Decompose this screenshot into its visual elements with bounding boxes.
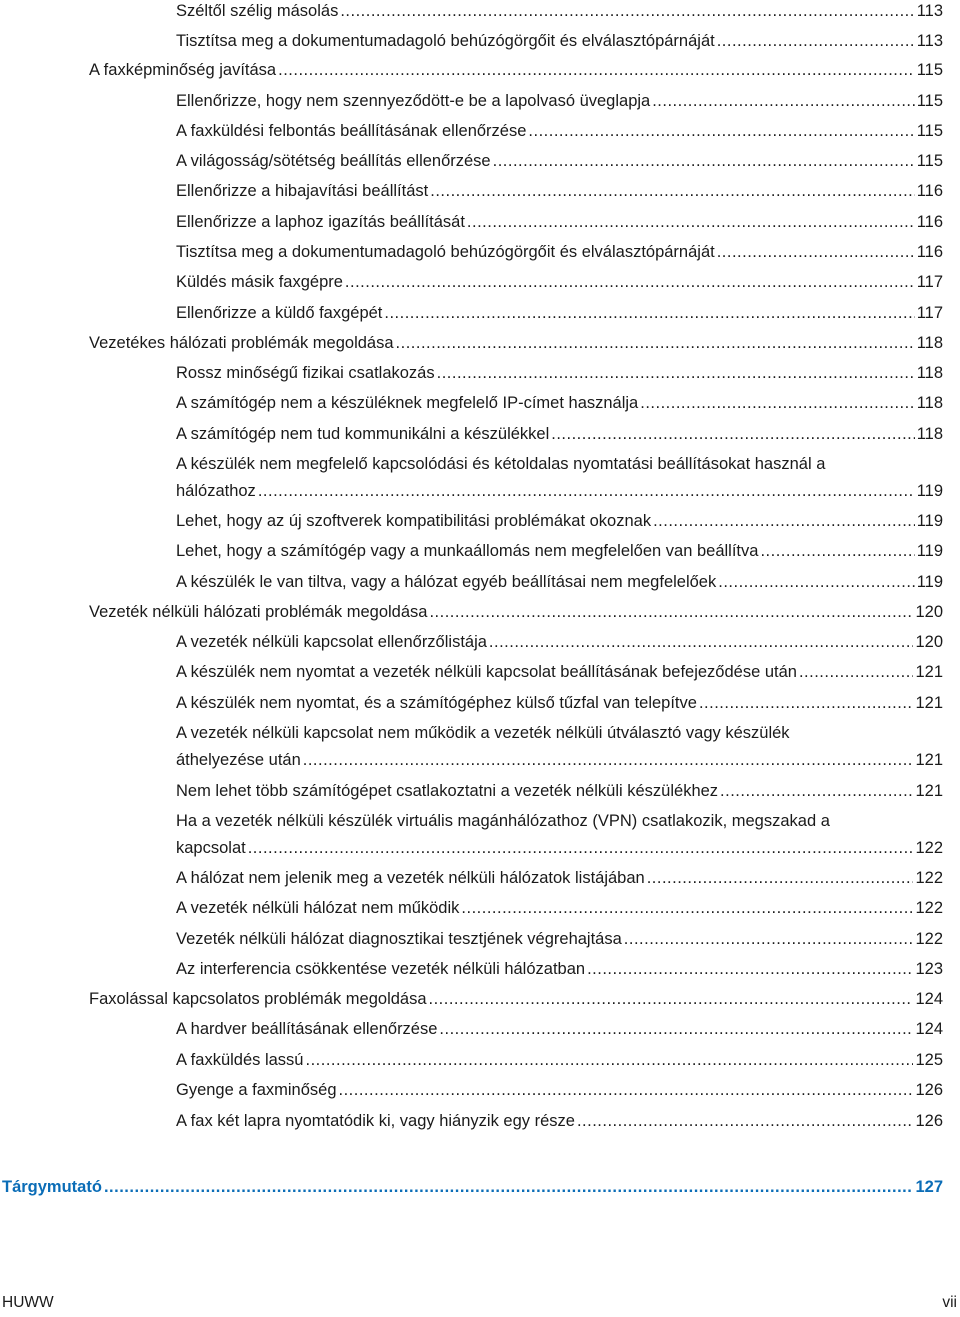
toc-entry[interactable]: [176, 300, 943, 327]
toc-entry[interactable]: [176, 569, 943, 596]
toc-entry-title-continued: kapcsolat: [176, 839, 246, 857]
toc-entry[interactable]: [176, 239, 943, 266]
toc-entry[interactable]: [176, 269, 943, 296]
toc-entry[interactable]: [89, 599, 943, 626]
toc-entry-page: 127: [915, 1178, 943, 1196]
toc-entry-page: 121: [915, 694, 943, 712]
dot-leader: [345, 269, 915, 296]
toc-entry[interactable]: [176, 0, 943, 25]
toc-entry-page: 119: [916, 482, 943, 500]
toc-entry-line: [176, 1108, 943, 1135]
dot-leader: [306, 1047, 914, 1074]
toc-entry[interactable]: [176, 1047, 943, 1074]
toc-entry-page: 122: [915, 839, 943, 857]
toc-entry-title: Ellenőrizze a laphoz igazítás beállítását: [176, 213, 465, 231]
dot-leader: [248, 835, 914, 862]
toc-entry-title-continued: áthelyezése után: [176, 751, 301, 769]
toc-entry-line: [176, 629, 943, 656]
footer-page-number: vii: [942, 1294, 957, 1311]
dot-leader: [429, 599, 913, 626]
toc-entry-line: [176, 538, 943, 565]
toc-entry-page: 116: [916, 182, 943, 200]
toc-entry-title: A faxküldési felbontás beállításának ellenőrzése: [176, 122, 527, 140]
toc-entry[interactable]: [176, 1077, 943, 1104]
toc-entry-page: 125: [915, 1051, 943, 1069]
toc-entry-line: [176, 88, 943, 115]
toc-entry-title: Küldés másik faxgépre: [176, 273, 343, 291]
toc-entry[interactable]: [176, 118, 943, 145]
toc-entry-title: Vezetékes hálózati problémák megoldása: [89, 334, 394, 352]
toc-entry-title: A készülék nem nyomtat a vezeték nélküli kapcsolat beállításának befejeződése után: [176, 663, 797, 681]
footer-label: HUWW: [2, 1294, 54, 1311]
dot-leader: [640, 390, 914, 417]
toc-entry-title: Tisztítsa meg a dokumentumadagoló behúzógörgőit és elválasztópárnáját: [176, 32, 715, 50]
toc-entry[interactable]: [176, 28, 943, 55]
toc-entry[interactable]: [176, 629, 943, 656]
toc-entry[interactable]: [176, 1016, 943, 1043]
dot-leader: [278, 57, 915, 84]
toc-index-entry[interactable]: [2, 1174, 943, 1201]
toc-entry-line: [176, 1016, 943, 1043]
toc-entry-line: [89, 986, 943, 1013]
toc-entry[interactable]: [176, 508, 943, 535]
toc-entry-page: 126: [915, 1112, 943, 1130]
toc-entry-page: 113: [916, 32, 943, 50]
toc-entry[interactable]: [176, 421, 943, 448]
dot-leader: [653, 508, 915, 535]
toc-entry-title: Rossz minőségű fizikai csatlakozás: [176, 364, 435, 382]
toc-entry-page: 123: [915, 960, 943, 978]
toc-entry-title: Ellenőrizze, hogy nem szennyeződött-e be a lapolvasó üveglapja: [176, 92, 651, 110]
toc-entry-page: 118: [916, 394, 943, 412]
toc-entry-line: [176, 747, 943, 774]
dot-leader: [647, 865, 914, 892]
toc-entry[interactable]: [176, 178, 943, 205]
toc-entry-title: Nem lehet több számítógépet csatlakoztatni a vezeték nélküli készülékhez: [176, 782, 719, 800]
toc-entry-title: A fax két lapra nyomtatódik ki, vagy hiányzik egy része: [176, 1112, 575, 1130]
dot-leader: [467, 209, 915, 236]
dot-leader: [104, 1174, 914, 1201]
dot-leader: [799, 659, 914, 686]
toc-entry-title: Ha a vezeték nélküli készülék virtuális magánhálózathoz (VPN) csatlakozik, megszakad a: [176, 812, 830, 830]
toc-entry-page: 124: [915, 1020, 943, 1038]
toc-entry[interactable]: [176, 956, 943, 983]
toc-entry[interactable]: [176, 659, 943, 686]
toc-entry-page: 118: [916, 364, 943, 382]
toc-entry-page: 119: [916, 512, 943, 530]
toc-entry-title: A számítógép nem tud kommunikálni a készülékkel: [176, 425, 550, 443]
toc-entry-page: 117: [916, 273, 943, 291]
toc-entry[interactable]: [176, 720, 943, 774]
toc-entry-line: [89, 57, 943, 84]
toc-entry-line: [176, 690, 943, 717]
toc-entry-page: 113: [916, 2, 943, 20]
toc-entry-page: 115: [916, 92, 943, 110]
toc-entry-title: Tárgymutató: [2, 1178, 102, 1196]
toc-entry[interactable]: [89, 330, 943, 357]
toc-entry-line: [176, 508, 943, 535]
toc-entry-page: 118: [916, 334, 943, 352]
toc-entry-line: [176, 478, 943, 505]
dot-leader: [430, 178, 914, 205]
toc-entry-title: A vezeték nélküli hálózat nem működik: [176, 899, 460, 917]
dot-leader: [339, 1077, 914, 1104]
dot-leader: [429, 986, 914, 1013]
toc-entry-page: 121: [915, 782, 943, 800]
toc-entry-title: A világosság/sötétség beállítás ellenőrzése: [176, 152, 491, 170]
toc-entry-line: [176, 360, 943, 387]
toc-entry-page: 120: [915, 633, 943, 651]
toc-entry[interactable]: [176, 148, 943, 175]
toc-entry-page: 119: [916, 542, 943, 560]
toc-entry-page: 120: [915, 603, 943, 621]
toc-entry[interactable]: [89, 986, 943, 1013]
toc-entry-title: A hardver beállításának ellenőrzése: [176, 1020, 438, 1038]
toc-entry[interactable]: [176, 690, 943, 717]
toc-entry-page: 115: [916, 61, 943, 79]
toc-entry-title: Vezeték nélküli hálózat diagnosztikai tesztjének végrehajtása: [176, 930, 622, 948]
toc-entry-title: A vezeték nélküli kapcsolat ellenőrzőlistája: [176, 633, 487, 651]
toc-entry-line: [176, 569, 943, 596]
toc-entry[interactable]: [176, 209, 943, 236]
toc-entry-line: [176, 390, 943, 417]
toc-entry-title: Faxolással kapcsolatos problémák megoldása: [89, 990, 427, 1008]
toc-entry-line: [176, 778, 943, 805]
dot-leader: [577, 1108, 914, 1135]
dot-leader: [652, 88, 914, 115]
toc-entry[interactable]: [176, 538, 943, 565]
toc-entry-title: Széltől szélig másolás: [176, 2, 339, 20]
dot-leader: [258, 478, 915, 505]
toc-entry-line: [176, 421, 943, 448]
toc-entry-page: 121: [915, 663, 943, 681]
dot-leader: [760, 538, 914, 565]
toc-entry-line: [89, 599, 943, 626]
toc-entry-line: [176, 239, 943, 266]
toc-entry[interactable]: [176, 1108, 943, 1135]
toc-entry-line: [176, 209, 943, 236]
dot-leader: [384, 300, 914, 327]
toc-entry-page: 115: [916, 122, 943, 140]
toc-entry-line: [176, 659, 943, 686]
toc-entry-line: [176, 1047, 943, 1074]
toc-entry-line: [176, 28, 943, 55]
toc-entry-line: [176, 835, 943, 862]
toc-entry-title: A faxképminőség javítása: [89, 61, 277, 79]
toc-entry[interactable]: [176, 451, 943, 505]
toc-entry-line: [176, 269, 943, 296]
toc-entry[interactable]: [176, 778, 943, 805]
toc-entry-page: 116: [916, 213, 943, 231]
toc-entry-page: 117: [916, 304, 943, 322]
toc-entry-line: [176, 956, 943, 983]
toc-entry-line: [176, 118, 943, 145]
toc-entry-title: Tisztítsa meg a dokumentumadagoló behúzógörgőit és elválasztópárnáját: [176, 243, 715, 261]
toc-entry-page: 122: [915, 869, 943, 887]
toc-entry-title: A készülék nem nyomtat, és a számítógéphez külső tűzfal van telepítve: [176, 694, 697, 712]
toc-entry-title: Ellenőrizze a küldő faxgépét: [176, 304, 383, 322]
dot-leader: [489, 629, 914, 656]
dot-leader: [303, 747, 914, 774]
toc-entry-line: [176, 865, 943, 892]
dot-leader: [720, 778, 913, 805]
toc-entry-title: A vezeték nélküli kapcsolat nem működik a vezeték nélküli útválasztó vagy készülék: [176, 724, 790, 742]
toc-entry-line: [89, 330, 943, 357]
toc-entry-title: Lehet, hogy az új szoftverek kompatibilitási problémákat okoznak: [176, 512, 652, 530]
dot-leader: [551, 421, 914, 448]
toc-entry-page: 116: [916, 243, 943, 261]
dot-leader: [493, 148, 915, 175]
toc-entry[interactable]: [89, 57, 943, 84]
toc-entry-line: [176, 300, 943, 327]
dot-leader: [461, 895, 913, 922]
dot-leader: [439, 1016, 913, 1043]
dot-leader: [718, 569, 914, 596]
dot-leader: [717, 239, 915, 266]
toc-entry-title: Ellenőrizze a hibajavítási beállítást: [176, 182, 429, 200]
toc-entry-line: [176, 178, 943, 205]
dot-leader: [437, 360, 915, 387]
toc-entry[interactable]: [176, 390, 943, 417]
dot-leader: [396, 330, 915, 357]
toc-entry-page: 118: [916, 425, 943, 443]
toc-entry[interactable]: [176, 360, 943, 387]
toc-entry-title: A hálózat nem jelenik meg a vezeték nélküli hálózatok listájában: [176, 869, 645, 887]
dot-leader: [587, 956, 913, 983]
toc-entry-title: Az interferencia csökkentése vezeték nélküli hálózatban: [176, 960, 586, 978]
toc-entry-line: [176, 1077, 943, 1104]
toc-entry[interactable]: [176, 895, 943, 922]
toc-entry-title: A faxküldés lassú: [176, 1051, 304, 1069]
toc-entry-title: A készülék le van tiltva, vagy a hálózat egyéb beállításai nem megfelelőek: [176, 573, 717, 591]
toc-entry-page: 115: [916, 152, 943, 170]
toc-entry-title: A számítógép nem a készüléknek megfelelő IP-címet használja: [176, 394, 639, 412]
toc-entry-page: 122: [915, 930, 943, 948]
dot-leader: [699, 690, 914, 717]
dot-leader: [717, 28, 915, 55]
toc-entry-page: 119: [916, 573, 943, 591]
toc-entry-title: Lehet, hogy a számítógép vagy a munkaállomás nem megfelelően van beállítva: [176, 542, 759, 560]
toc-entry-line: [176, 895, 943, 922]
dot-leader: [528, 118, 914, 145]
toc-entry-title: Gyenge a faxminőség: [176, 1081, 337, 1099]
toc-entry[interactable]: [176, 865, 943, 892]
toc-entry-page: 121: [915, 751, 943, 769]
toc-entry[interactable]: [176, 88, 943, 115]
toc-entry-line: [176, 926, 943, 953]
toc-entry-page: 126: [915, 1081, 943, 1099]
toc-entry[interactable]: [176, 926, 943, 953]
toc-entry-line: [176, 0, 943, 25]
toc-entry-line: [176, 148, 943, 175]
toc-entry-title: A készülék nem megfelelő kapcsolódási és kétoldalas nyomtatási beállításokat használ a: [176, 455, 826, 473]
toc-entry[interactable]: [176, 808, 943, 862]
toc-entry-page: 124: [915, 990, 943, 1008]
dot-leader: [624, 926, 914, 953]
toc-entry-title: Vezeték nélküli hálózati problémák megoldása: [89, 603, 428, 621]
toc-entry-page: 122: [915, 899, 943, 917]
dot-leader: [340, 0, 914, 25]
toc-entry-title-continued: hálózathoz: [176, 482, 256, 500]
